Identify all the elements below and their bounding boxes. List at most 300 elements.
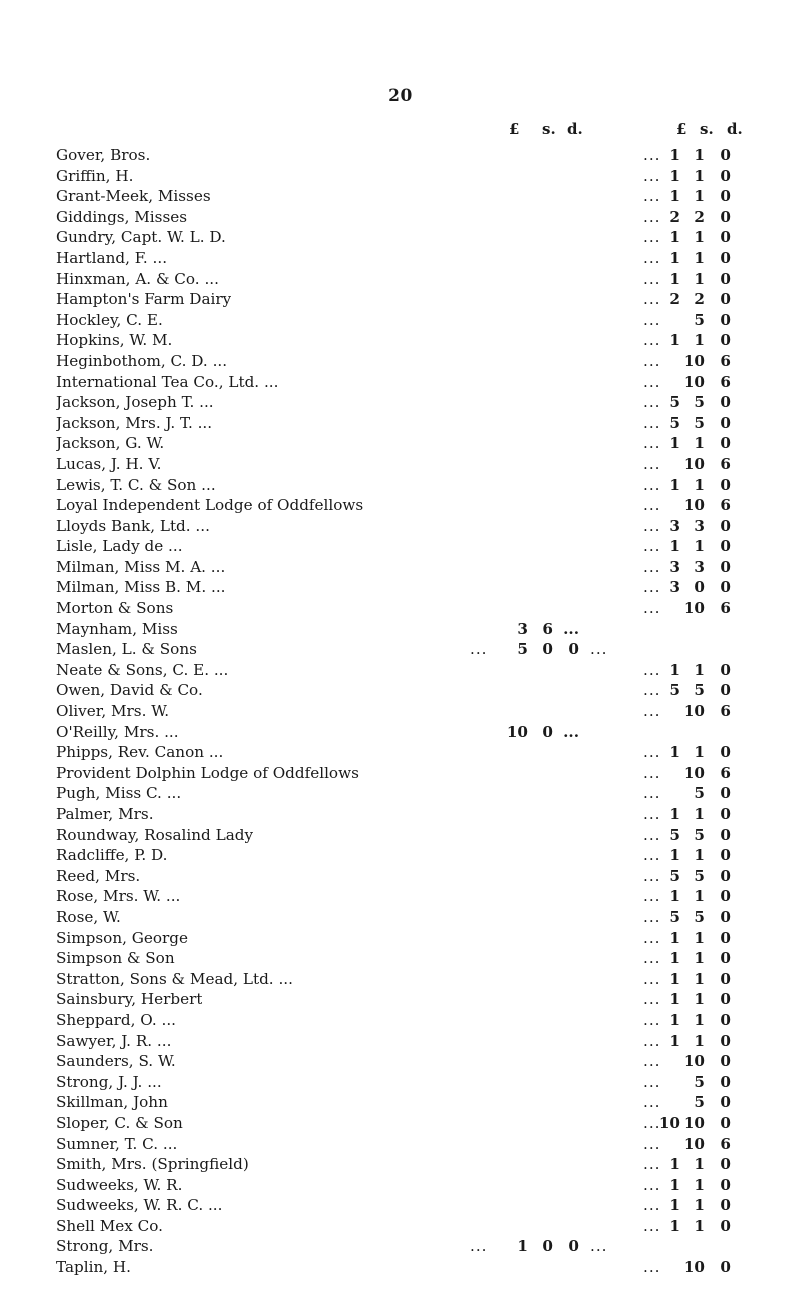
amount-pounds: 1 xyxy=(669,187,680,206)
list-item xyxy=(0,186,801,207)
list-item xyxy=(0,1113,801,1134)
amount-shillings: 5 xyxy=(694,1093,705,1112)
list-item xyxy=(0,269,801,290)
subscriber-name: Lloyds Bank, Ltd. ... xyxy=(56,516,210,535)
amount-pence: 0 xyxy=(720,248,731,267)
subscriber-name: Reed, Mrs. xyxy=(56,866,141,885)
list-item xyxy=(0,495,801,516)
list-item xyxy=(0,804,801,825)
list-item xyxy=(0,454,801,475)
subscriber-name: Sheppard, O. ... xyxy=(56,1010,177,1029)
amount-pence: 0 xyxy=(720,1072,731,1091)
leader-dots: ... xyxy=(643,228,661,247)
amount-pounds: 1 xyxy=(669,805,680,823)
leader-dots: ... xyxy=(643,928,661,947)
subscriber-name: Morton & Sons xyxy=(56,599,174,618)
list-item xyxy=(0,598,801,619)
amount-shillings: 5 xyxy=(694,310,705,329)
subscriber-name: Loyal Independent Lodge of Oddfellows xyxy=(56,496,364,515)
subscriber-name: Simpson, George xyxy=(56,928,188,947)
subscriber-name: Heginbothom, C. D. ... xyxy=(56,351,228,370)
amount-pence: 0 xyxy=(720,1258,731,1277)
list-item xyxy=(0,1154,801,1175)
leader-dots: ... xyxy=(643,537,661,556)
subscriber-name: Smith, Mrs. (Springfield) xyxy=(56,1155,249,1174)
subscriber-name: Lewis, T. C. & Son ... xyxy=(56,475,216,494)
leader-dots: ... xyxy=(643,825,661,844)
list-item xyxy=(0,825,801,846)
list-item xyxy=(0,1051,801,1072)
amount-shillings: 5 xyxy=(694,681,705,700)
amount-shillings: 1 xyxy=(694,1031,705,1050)
amount-pounds: 1 xyxy=(669,969,680,988)
subscriber-name: Rose, W. xyxy=(56,907,121,926)
list-item xyxy=(0,475,801,496)
amount-pounds: 3 xyxy=(517,619,528,638)
amount-pounds: 1 xyxy=(669,990,680,1009)
list-item xyxy=(0,907,801,928)
amount-shillings: 5 xyxy=(694,825,705,844)
amount-pounds: 1 xyxy=(669,269,680,288)
amount-pence: 0 xyxy=(720,949,731,968)
amount-pence: 0 xyxy=(720,1010,731,1029)
leader-dots: ... xyxy=(643,496,661,515)
subscriber-name: Giddings, Misses xyxy=(56,207,188,226)
amount-pounds: 1 xyxy=(517,1237,528,1256)
leader-dots: ... xyxy=(643,702,661,721)
amount-shillings: 1 xyxy=(694,846,705,865)
amount-shillings: 1 xyxy=(694,949,705,968)
column-header-pounds-1: £ xyxy=(509,120,520,138)
amount-pence: 0 xyxy=(720,660,731,679)
column-header-pence-1: d. xyxy=(567,120,583,138)
leader-dots: ... xyxy=(643,351,661,370)
column-header-shillings-1: s. xyxy=(542,120,556,138)
amount-shillings: 10 xyxy=(683,496,705,515)
amount-pence: 0 xyxy=(720,537,731,556)
amount-shillings: 1 xyxy=(694,969,705,988)
subscriber-name: Hopkins, W. M. xyxy=(56,331,173,350)
list-item xyxy=(0,392,801,413)
amount-pounds: 5 xyxy=(669,393,680,412)
amount-shillings: 5 xyxy=(694,866,705,885)
leader-dots: ... xyxy=(643,805,661,823)
amount-pence: 0 xyxy=(720,413,731,432)
amount-pounds: 1 xyxy=(669,166,680,185)
subscriber-name: Lisle, Lady de ... xyxy=(56,537,183,556)
list-item xyxy=(0,1236,801,1257)
amount-pence: 6 xyxy=(720,372,731,391)
amount-pounds: 1 xyxy=(669,537,680,556)
amount-pence: ... xyxy=(563,722,579,741)
amount-pence: 6 xyxy=(720,1134,731,1153)
amount-pence: 0 xyxy=(720,434,731,453)
list-item xyxy=(0,928,801,949)
amount-shillings: 5 xyxy=(694,413,705,432)
amount-pence: 0 xyxy=(720,557,731,576)
subscriber-name: Sawyer, J. R. ... xyxy=(56,1031,172,1050)
amount-pence: 0 xyxy=(720,310,731,329)
amount-pence: 6 xyxy=(720,702,731,721)
subscriber-name: Taplin, H. xyxy=(56,1258,131,1277)
amount-pounds: 1 xyxy=(669,887,680,906)
amount-pounds: 3 xyxy=(669,557,680,576)
amount-pence: 0 xyxy=(720,331,731,350)
leader-dots: ... xyxy=(643,887,661,906)
amount-pounds: 1 xyxy=(669,475,680,494)
amount-pounds: 5 xyxy=(669,681,680,700)
list-item xyxy=(0,1010,801,1031)
amount-shillings: 10 xyxy=(683,1052,705,1071)
amount-pounds: 5 xyxy=(669,825,680,844)
amount-shillings: 1 xyxy=(694,537,705,556)
amount-pounds: 1 xyxy=(669,1155,680,1174)
list-item xyxy=(0,536,801,557)
amount-shillings: 1 xyxy=(694,269,705,288)
subscriber-name: Simpson & Son xyxy=(56,949,175,968)
leader-dots: ... xyxy=(643,434,661,453)
leader-dots: ... xyxy=(643,1258,661,1277)
amount-shillings: 2 xyxy=(694,207,705,226)
amount-pence: 0 xyxy=(720,846,731,865)
list-item xyxy=(0,1175,801,1196)
list-item xyxy=(0,1134,801,1155)
amount-pounds: 10 xyxy=(506,722,528,741)
amount-pounds: 3 xyxy=(669,578,680,597)
list-item xyxy=(0,289,801,310)
list-item xyxy=(0,639,801,660)
subscriber-name: Jackson, Mrs. J. T. ... xyxy=(56,413,213,432)
amount-pounds: 1 xyxy=(669,1196,680,1215)
leader-dots: ... xyxy=(643,372,661,391)
subscriber-name: Strong, J. J. ... xyxy=(56,1072,162,1091)
amount-shillings: 2 xyxy=(694,290,705,309)
leader-dots: ... xyxy=(643,146,661,164)
list-item xyxy=(0,227,801,248)
amount-pence: 0 xyxy=(568,1237,579,1256)
amount-pounds: 5 xyxy=(669,907,680,926)
leader-dots: ... xyxy=(643,660,661,679)
subscriber-name: Strong, Mrs. xyxy=(56,1237,154,1256)
amount-pounds: 2 xyxy=(669,207,680,226)
leader-dots: ... xyxy=(643,516,661,535)
leader-dots: ... xyxy=(643,763,661,782)
list-item xyxy=(0,351,801,372)
subscriber-name: Skillman, John xyxy=(56,1093,168,1112)
amount-pounds: 1 xyxy=(669,1216,680,1235)
subscriber-name: Hinxman, A. & Co. ... xyxy=(56,269,219,288)
list-item xyxy=(0,722,801,743)
amount-pounds: 3 xyxy=(669,516,680,535)
list-item xyxy=(0,577,801,598)
list-item xyxy=(0,866,801,887)
column-header-pence-2: d. xyxy=(727,120,743,138)
amount-shillings: 1 xyxy=(694,228,705,247)
leader-dots: ... xyxy=(643,907,661,926)
list-item xyxy=(0,948,801,969)
list-item xyxy=(0,1031,801,1052)
amount-pence: 0 xyxy=(720,475,731,494)
amount-shillings: 1 xyxy=(694,928,705,947)
amount-shillings: 1 xyxy=(694,1216,705,1235)
list-item xyxy=(0,886,801,907)
leader-dots: ... xyxy=(643,784,661,803)
subscriber-name: Owen, David & Co. xyxy=(56,681,203,700)
leader-dots: ... xyxy=(643,1196,661,1215)
subscriber-name: Sudweeks, W. R. xyxy=(56,1175,183,1194)
amount-pence: 0 xyxy=(720,166,731,185)
amount-shillings: 0 xyxy=(542,640,553,659)
amount-pence: 0 xyxy=(720,1113,731,1132)
list-item xyxy=(0,516,801,537)
subscriber-name: Sloper, C. & Son xyxy=(56,1113,183,1132)
subscriber-name: Griffin, H. xyxy=(56,166,134,185)
subscriber-name: Jackson, Joseph T. ... xyxy=(56,393,214,412)
amount-pence: 0 xyxy=(720,187,731,206)
amount-pence: 0 xyxy=(720,1155,731,1174)
amount-shillings: 1 xyxy=(694,331,705,350)
leader-dots: ... xyxy=(643,1010,661,1029)
subscriber-name: Saunders, S. W. xyxy=(56,1052,176,1071)
amount-shillings: 1 xyxy=(694,434,705,453)
subscriber-name: Maslen, L. & Sons xyxy=(56,640,197,659)
list-item xyxy=(0,145,801,166)
amount-pounds: 1 xyxy=(669,660,680,679)
leader-dots: ... xyxy=(643,269,661,288)
list-item xyxy=(0,845,801,866)
list-item xyxy=(0,557,801,578)
leader-dots: ... xyxy=(643,475,661,494)
subscriber-name: Lucas, J. H. V. xyxy=(56,454,162,473)
subscriber-name: Milman, Miss B. M. ... xyxy=(56,578,226,597)
subscriber-name: Hockley, C. E. xyxy=(56,310,163,329)
amount-shillings: 3 xyxy=(694,557,705,576)
leader-dots: ... xyxy=(643,578,661,597)
amount-shillings: 10 xyxy=(683,1113,705,1132)
list-item xyxy=(0,701,801,722)
amount-pence: 0 xyxy=(720,1175,731,1194)
subscriber-name: Radcliffe, P. D. xyxy=(56,846,168,865)
list-item xyxy=(0,1216,801,1237)
subscriber-name: Sumner, T. C. ... xyxy=(56,1134,178,1153)
amount-shillings: 5 xyxy=(694,1072,705,1091)
amount-pence: 0 xyxy=(720,784,731,803)
leader-dots: ... xyxy=(590,640,608,659)
leader-dots: ... xyxy=(643,949,661,968)
list-item xyxy=(0,1092,801,1113)
leader-dots: ... xyxy=(643,1175,661,1194)
leader-dots: ... xyxy=(643,248,661,267)
amount-shillings: 3 xyxy=(694,516,705,535)
subscriber-name: Gover, Bros. xyxy=(56,146,151,164)
leader-dots: ... xyxy=(643,1113,661,1132)
amount-pounds: 5 xyxy=(669,413,680,432)
amount-shillings: 1 xyxy=(694,1196,705,1215)
subscriber-name: Roundway, Rosalind Lady xyxy=(56,825,254,844)
amount-shillings: 1 xyxy=(694,475,705,494)
subscriber-name: Stratton, Sons & Mead, Ltd. ... xyxy=(56,969,293,988)
page-number: 20 xyxy=(388,86,413,106)
amount-shillings: 10 xyxy=(683,599,705,618)
leader-dots: ... xyxy=(643,290,661,309)
amount-shillings: 0 xyxy=(542,722,553,741)
amount-pence: 0 xyxy=(720,928,731,947)
leader-dots: ... xyxy=(643,1072,661,1091)
amount-shillings: 6 xyxy=(542,619,553,638)
amount-pounds: 5 xyxy=(517,640,528,659)
amount-shillings: 5 xyxy=(694,393,705,412)
amount-shillings: 0 xyxy=(694,578,705,597)
amount-pence: 0 xyxy=(720,207,731,226)
subscriber-name: Hartland, F. ... xyxy=(56,248,168,267)
subscriber-name: Milman, Miss M. A. ... xyxy=(56,557,226,576)
amount-pounds: 1 xyxy=(669,846,680,865)
amount-shillings: 10 xyxy=(683,763,705,782)
amount-pence: 6 xyxy=(720,496,731,515)
amount-pence: 6 xyxy=(720,454,731,473)
amount-pence: 0 xyxy=(720,1093,731,1112)
amount-shillings: 1 xyxy=(694,805,705,823)
leader-dots: ... xyxy=(643,207,661,226)
amount-shillings: 1 xyxy=(694,1010,705,1029)
amount-pence: 0 xyxy=(720,290,731,309)
leader-dots: ... xyxy=(643,1052,661,1071)
leader-dots: ... xyxy=(643,1134,661,1153)
amount-shillings: 1 xyxy=(694,146,705,164)
list-item xyxy=(0,783,801,804)
amount-pence: 0 xyxy=(720,887,731,906)
amount-shillings: 1 xyxy=(694,166,705,185)
amount-shillings: 5 xyxy=(694,784,705,803)
amount-pence: 6 xyxy=(720,351,731,370)
subscriber-name: Rose, Mrs. W. ... xyxy=(56,887,181,906)
subscriber-name: Pugh, Miss C. ... xyxy=(56,784,182,803)
leader-dots: ... xyxy=(643,1155,661,1174)
leader-dots: ... xyxy=(643,454,661,473)
amount-shillings: 1 xyxy=(694,248,705,267)
amount-pounds: 1 xyxy=(669,949,680,968)
amount-pence: 0 xyxy=(720,825,731,844)
amount-shillings: 1 xyxy=(694,887,705,906)
amount-shillings: 5 xyxy=(694,907,705,926)
leader-dots: ... xyxy=(643,1093,661,1112)
leader-dots: ... xyxy=(643,846,661,865)
amount-pence: 0 xyxy=(720,866,731,885)
subscriber-name: Phipps, Rev. Canon ... xyxy=(56,743,224,762)
list-item xyxy=(0,1072,801,1093)
amount-pounds: 10 xyxy=(658,1113,680,1132)
leader-dots: ... xyxy=(643,743,661,762)
subscriber-name: Sainsbury, Herbert xyxy=(56,990,203,1009)
amount-pence: 6 xyxy=(720,763,731,782)
amount-pence: 6 xyxy=(720,599,731,618)
list-item xyxy=(0,248,801,269)
amount-pounds: 1 xyxy=(669,743,680,762)
amount-pence: 0 xyxy=(720,681,731,700)
amount-pounds: 1 xyxy=(669,331,680,350)
list-item xyxy=(0,413,801,434)
leader-dots: ... xyxy=(643,331,661,350)
leader-dots: ... xyxy=(643,393,661,412)
list-item xyxy=(0,207,801,228)
amount-shillings: 1 xyxy=(694,660,705,679)
amount-pounds: 5 xyxy=(669,866,680,885)
subscription-list xyxy=(0,145,801,1278)
list-item xyxy=(0,372,801,393)
amount-shillings: 10 xyxy=(683,372,705,391)
amount-pence: 0 xyxy=(720,146,731,164)
leader-dots: ... xyxy=(643,557,661,576)
amount-shillings: 1 xyxy=(694,990,705,1009)
amount-pence: 0 xyxy=(720,907,731,926)
list-item xyxy=(0,1257,801,1278)
amount-pence: 0 xyxy=(720,578,731,597)
amount-pounds: 1 xyxy=(669,1175,680,1194)
leader-dots: ... xyxy=(643,187,661,206)
column-header-pounds-2: £ xyxy=(676,120,687,138)
leader-dots: ... xyxy=(643,990,661,1009)
amount-pounds: 1 xyxy=(669,1010,680,1029)
amount-pence: 0 xyxy=(720,805,731,823)
leader-dots: ... xyxy=(643,310,661,329)
subscriber-name: International Tea Co., Ltd. ... xyxy=(56,372,279,391)
amount-shillings: 10 xyxy=(683,702,705,721)
column-header-shillings-2: s. xyxy=(700,120,714,138)
subscriber-name: Neate & Sons, C. E. ... xyxy=(56,660,229,679)
list-item xyxy=(0,742,801,763)
list-item xyxy=(0,433,801,454)
amount-shillings: 1 xyxy=(694,1155,705,1174)
list-item xyxy=(0,619,801,640)
amount-pence: 0 xyxy=(720,228,731,247)
amount-pence: 0 xyxy=(720,1031,731,1050)
amount-pounds: 1 xyxy=(669,434,680,453)
subscriber-name: Maynham, Miss xyxy=(56,619,178,638)
list-item xyxy=(0,330,801,351)
subscriber-name: Hampton's Farm Dairy xyxy=(56,290,232,309)
amount-pence: 0 xyxy=(720,990,731,1009)
amount-shillings: 10 xyxy=(683,1134,705,1153)
list-item xyxy=(0,166,801,187)
subscriber-name: Grant-Meek, Misses xyxy=(56,187,211,206)
leader-dots: ... xyxy=(643,599,661,618)
leader-dots: ... xyxy=(470,640,488,659)
list-item xyxy=(0,310,801,331)
amount-pence: 0 xyxy=(720,1052,731,1071)
list-item xyxy=(0,660,801,681)
amount-pounds: 1 xyxy=(669,228,680,247)
amount-pence: 0 xyxy=(720,516,731,535)
leader-dots: ... xyxy=(643,969,661,988)
amount-shillings: 1 xyxy=(694,743,705,762)
amount-pounds: 1 xyxy=(669,248,680,267)
amount-shillings: 1 xyxy=(694,187,705,206)
subscriber-name: Palmer, Mrs. xyxy=(56,805,154,823)
amount-pence: 0 xyxy=(720,969,731,988)
subscriber-name: O'Reilly, Mrs. ... xyxy=(56,722,179,741)
amount-pounds: 2 xyxy=(669,290,680,309)
leader-dots: ... xyxy=(643,1031,661,1050)
amount-pence: 0 xyxy=(720,269,731,288)
list-item xyxy=(0,989,801,1010)
list-item xyxy=(0,1195,801,1216)
amount-pence: 0 xyxy=(720,743,731,762)
leader-dots: ... xyxy=(590,1237,608,1256)
list-item xyxy=(0,763,801,784)
leader-dots: ... xyxy=(643,681,661,700)
amount-pounds: 1 xyxy=(669,1031,680,1050)
amount-shillings: 1 xyxy=(694,1175,705,1194)
